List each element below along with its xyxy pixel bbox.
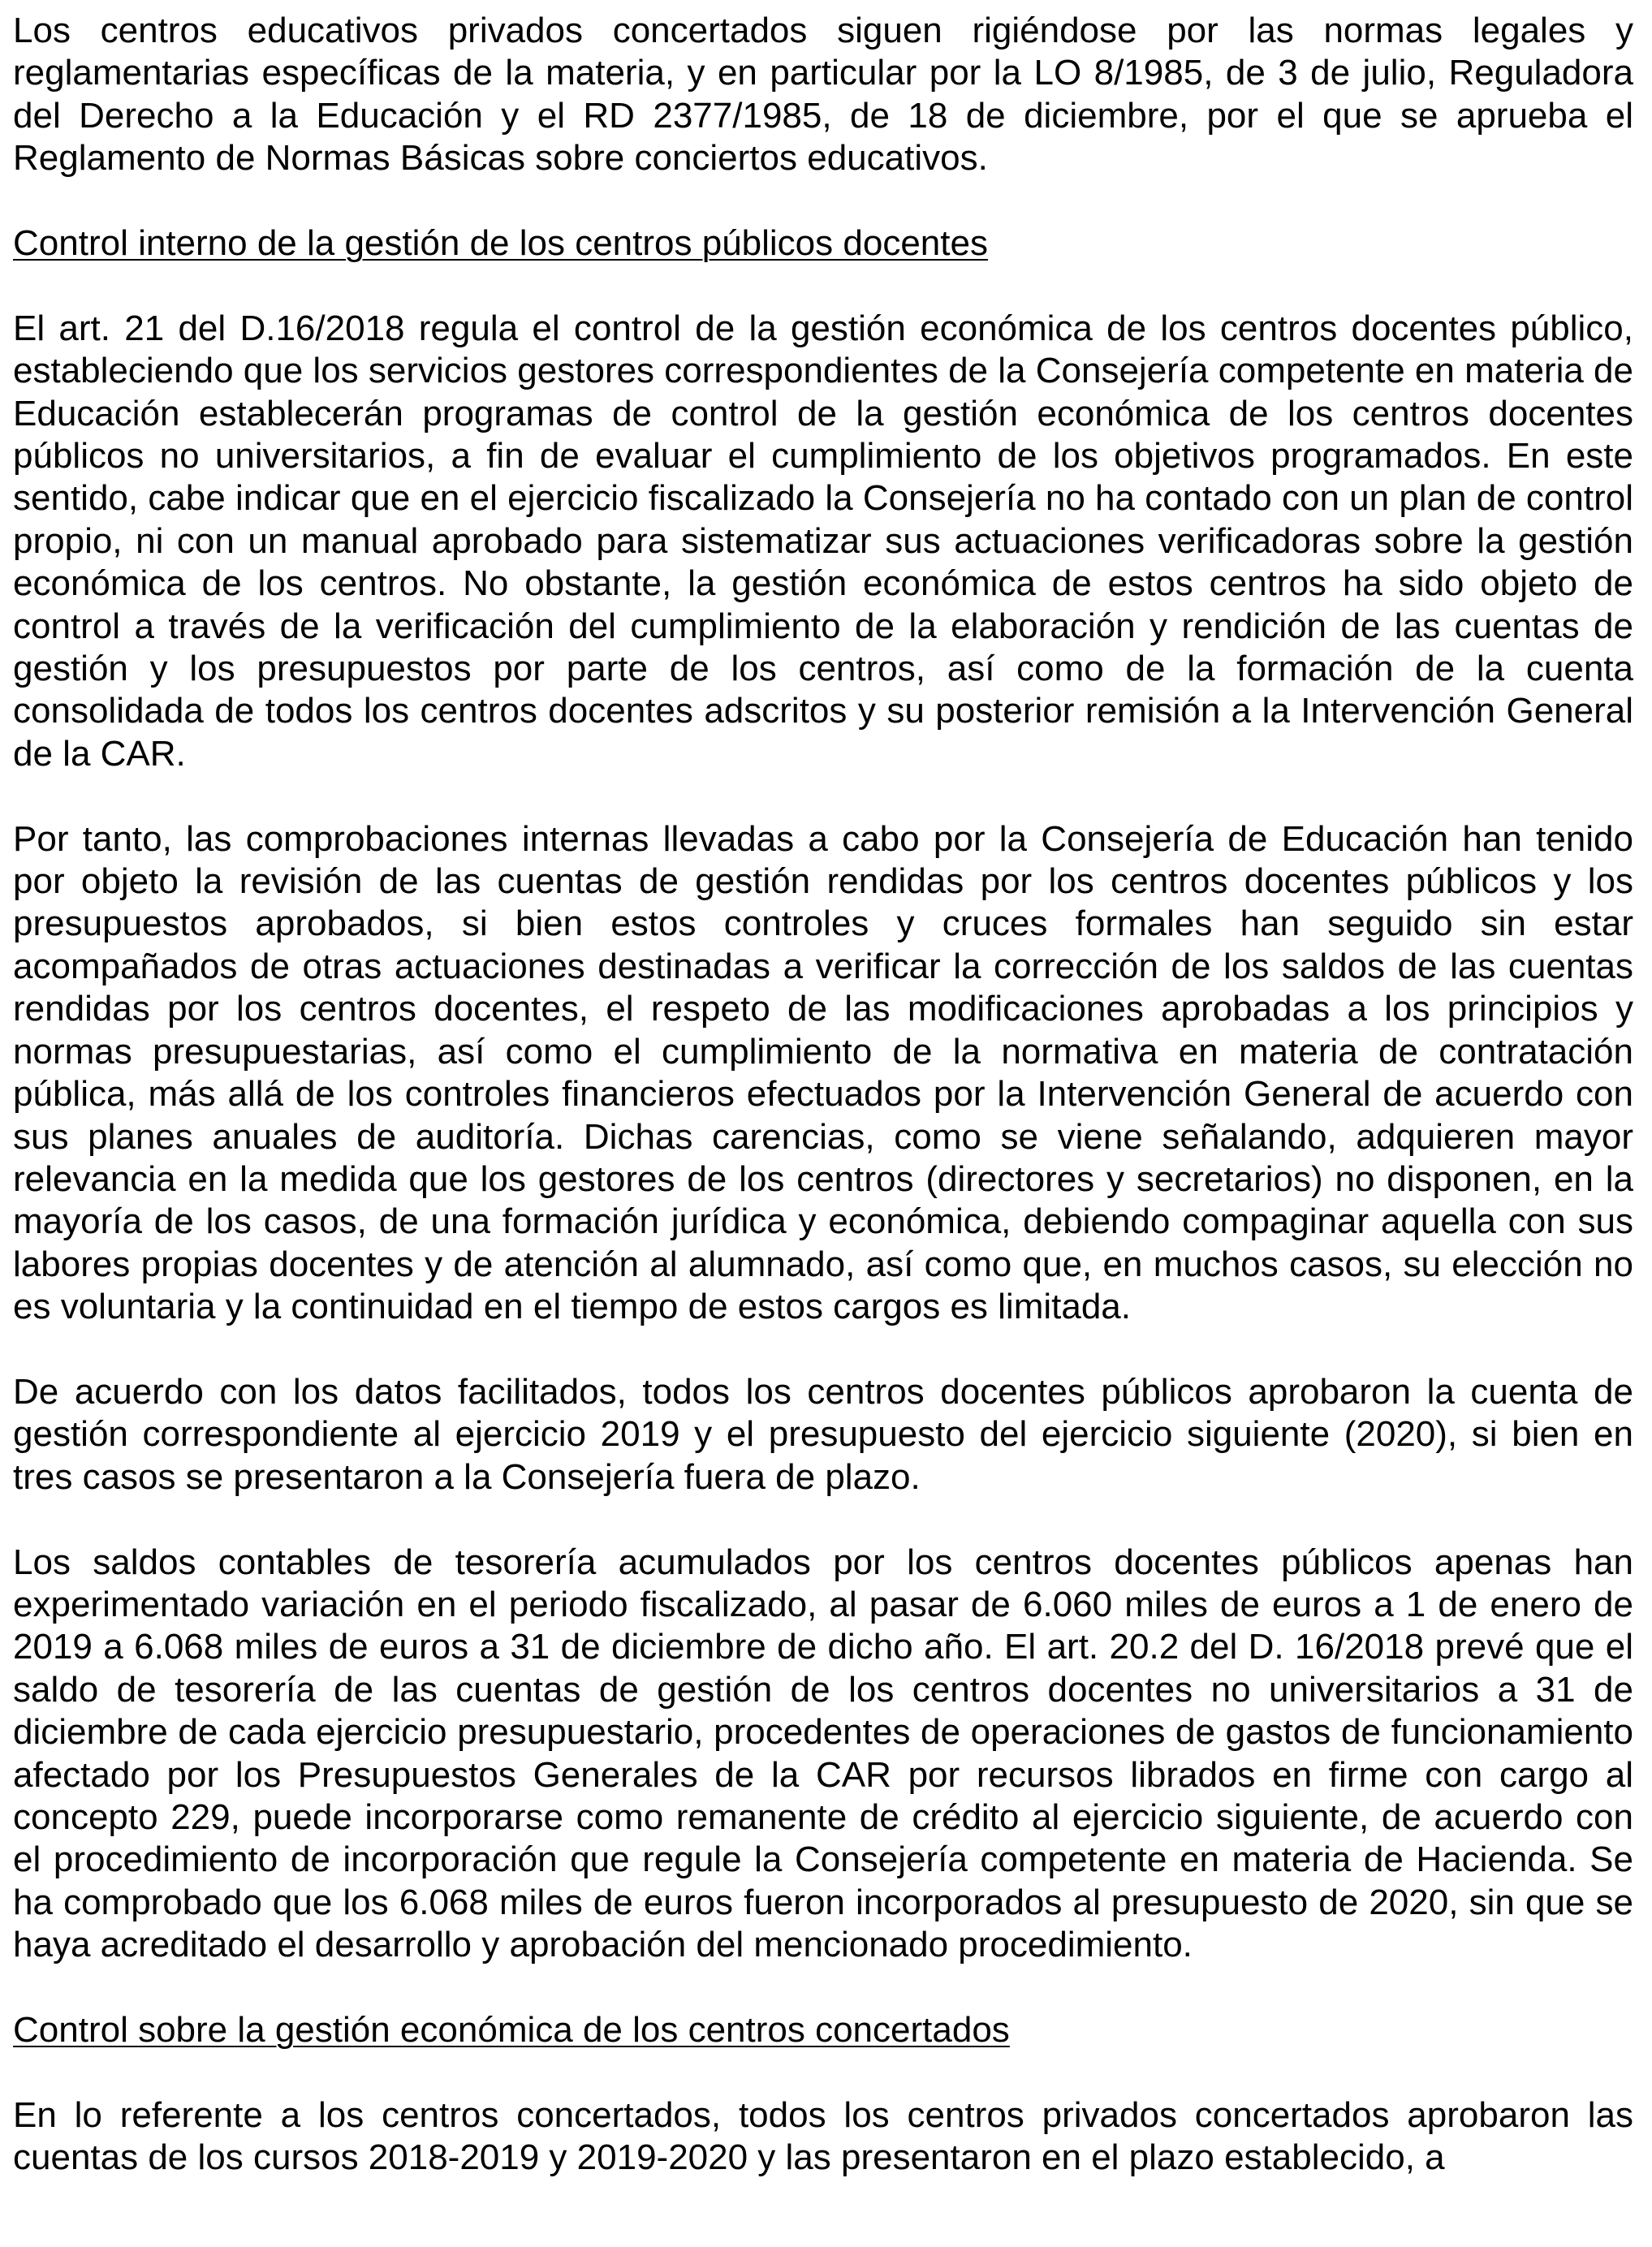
paragraph-saldos-tesoreria: Los saldos contables de tesorería acumulados por los centros docentes públicos apenas han experimentado variación en el periodo fiscalizado, al pasar de 6.060 miles de euros a 1 de enero de 2019 a 6.068 miles de euros a 31 de diciembre de dicho año. El art. 20.2 del D. 16/2018 prevé que el saldo de tesorería de las cuentas de gestión de los centros docentes no universitarios a 31 de diciembre de cada ejercicio presupuestario, procedentes de operaciones de gastos de funcionamiento afectado por los Presupuestos Generales de la CAR por recursos librados en firme con cargo al concepto 229, puede incorporarse como remanente de crédito al ejercicio siguiente, de acuerdo con el procedimiento de incorporación que regule la Consejería competente en materia de Hacienda. Se ha comprobado que los 6.068 miles de euros fueron incorporados al presupuesto de 2020, sin que se haya acreditado el desarrollo y aprobación del mencionado procedimiento. [13,1542,1633,1965]
section-heading-control-interno: Control interno de la gestión de los centros públicos docentes [13,223,988,264]
paragraph-concertados-normativa: Los centros educativos privados concertados siguen rigiéndose por las normas legales y reglamentarias específicas de la materia, y en particular por la LO 8/1985, de 3 de julio, Reguladora del Derecho a la Educación y el RD 2377/1985, de 18 de diciembre, por el que se aprueba el Reglamento de Normas Básicas sobre conciertos educativos. [13,11,1633,179]
paragraph-art21-control: El art. 21 del D.16/2018 regula el control de la gestión económica de los centros docentes público, estableciendo que los servicios gestores correspondientes de la Consejería competente en materia de Educación establecerán programas de control de la gestión económica de los centros docentes públicos no universitarios, a fin de evaluar el cumplimiento de los objetivos programados. En este sentido, cabe indicar que en el ejercicio fiscalizado la Consejería no ha contado con un plan de control propio, ni con un manual aprobado para sistematizar sus actuaciones verificadoras sobre la gestión económica de los centros. No obstante, la gestión económica de estos centros ha sido objeto de control a través de la verificación del cumplimiento de la elaboración y rendición de las cuentas de gestión y los presupuestos por parte de los centros, así como de la formación de la cuenta consolidada de todos los centros docentes adscritos y su posterior remisión a la Intervención General de la CAR. [13,308,1633,774]
paragraph-centros-concertados: En lo referente a los centros concertados, todos los centros privados concertados aprobaron las cuentas de los cursos 2018-2019 y 2019-2020 y las presentaron en el plazo establecido, a [13,2094,1633,2178]
paragraph-comprobaciones-internas: Por tanto, las comprobaciones internas llevadas a cabo por la Consejería de Educación han tenido por objeto la revisión de las cuentas de gestión rendidas por los centros docentes públicos y los presupuestos aprobados, si bien estos controles y cruces formales han seguido sin estar acompañados de otras actuaciones destinadas a verificar la corrección de los saldos de las cuentas rendidas por los centros docentes, el respeto de las modificaciones aprobadas a los principios y normas presupuestarias, así como el cumplimiento de la normativa en materia de contratación pública, más allá de los controles financieros efectuados por la Intervención General de acuerdo con sus planes anuales de auditoría. Dichas carencias, como se viene señalando, adquieren mayor relevancia en la medida que los gestores de los centros (directores y secretarios) no disponen, en la mayoría de los casos, de una formación jurídica y económica, debiendo compaginar aquella con sus labores propias docentes y de atención al alumnado, así como que, en muchos casos, su elección no es voluntaria y la continuidad en el tiempo de estos cargos es limitada. [13,818,1633,1327]
document-page [13,10,1633,2222]
paragraph-cuentas-gestion: De acuerdo con los datos facilitados, todos los centros docentes públicos aprobaron la cuenta de gestión correspondiente al ejercicio 2019 y el presupuesto del ejercicio siguiente (2020), si bien en tres casos se presentaron a la Consejería fuera de plazo. [13,1371,1633,1497]
section-heading-centros-concertados: Control sobre la gestión económica de los centros concertados [13,2010,1010,2050]
